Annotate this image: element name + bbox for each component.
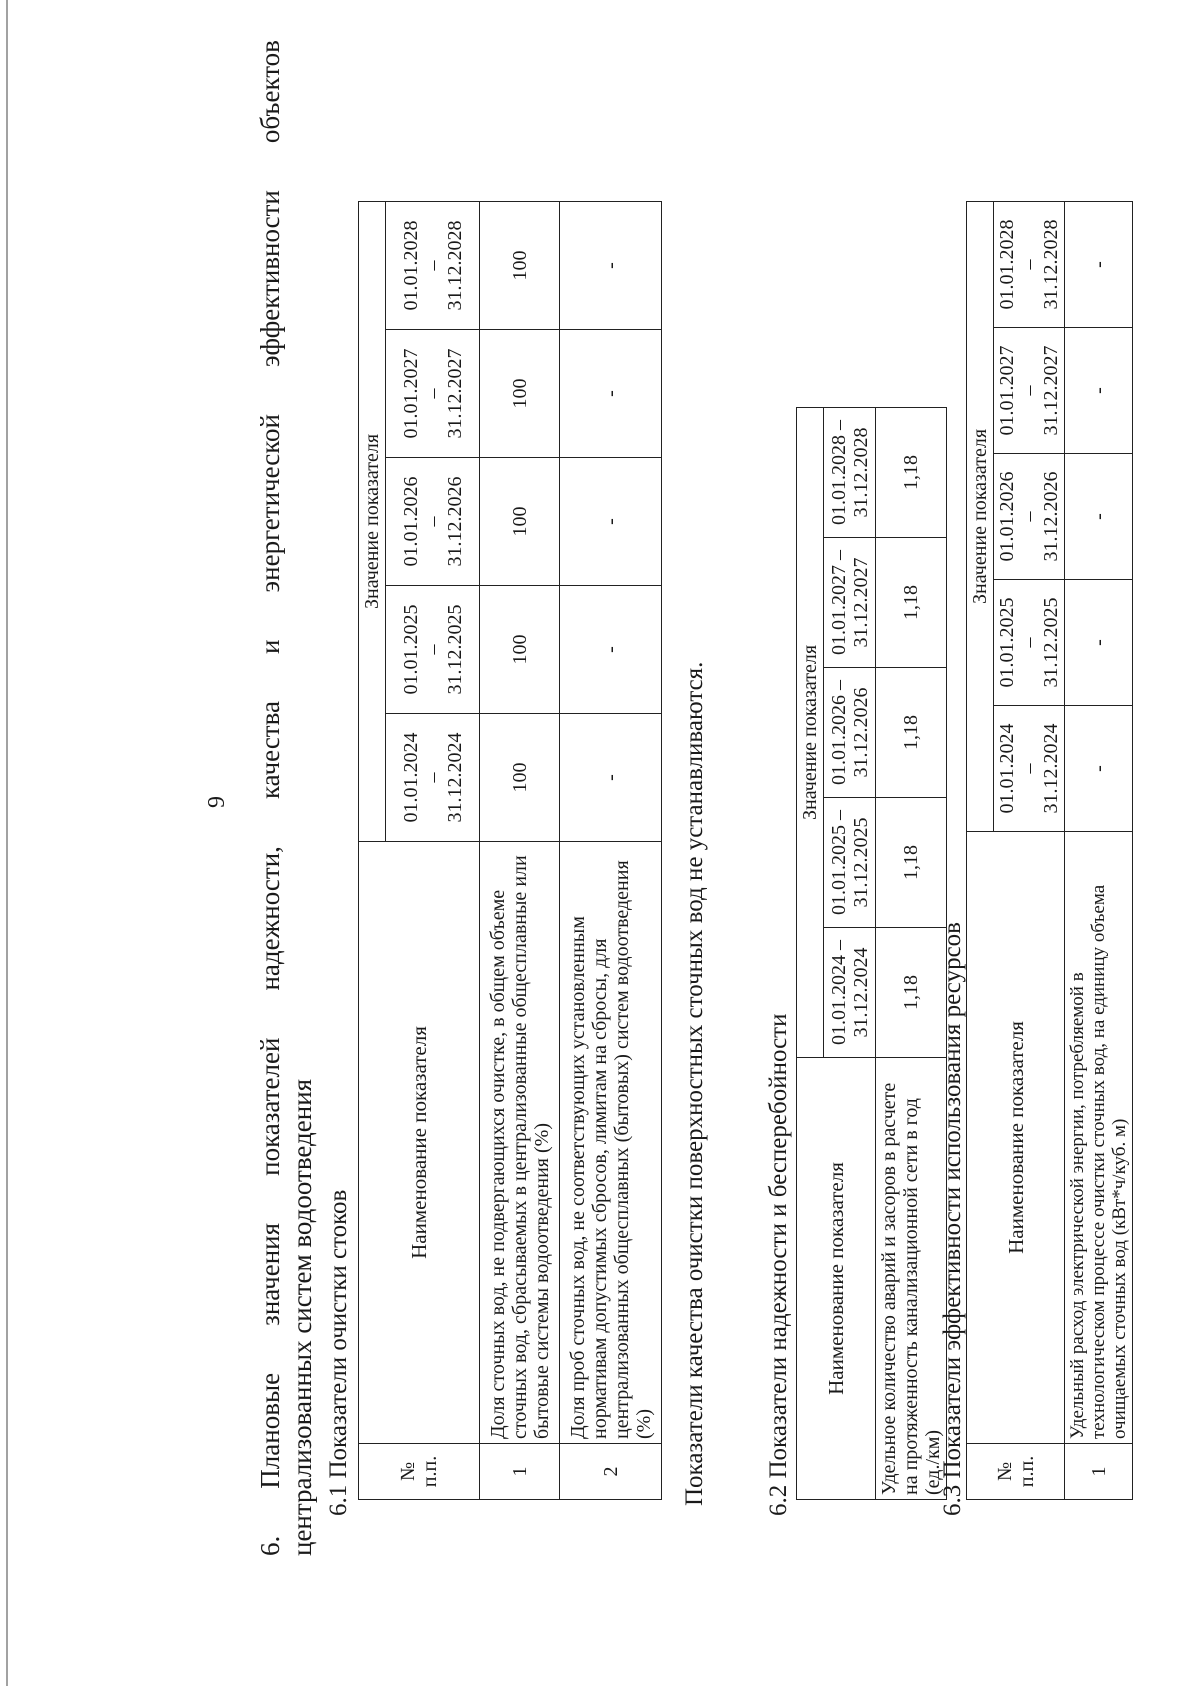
heading-word: объектов — [255, 40, 285, 144]
table-row — [1065, 201, 1133, 1499]
heading-word: показателей — [255, 1037, 285, 1176]
period-header: 01.01.2026 – 31.12.2026 — [386, 458, 480, 586]
row-num: 1 — [1065, 1444, 1133, 1500]
header-name: Наименование показателя — [359, 842, 480, 1444]
section-heading — [254, 40, 318, 1556]
table-row — [876, 407, 947, 1499]
header-num: № п.п. — [359, 1444, 480, 1500]
period-header: 01.01.2027 – 31.12.2027 — [824, 538, 876, 668]
heading-word: энергетической — [255, 414, 285, 593]
heading-word: 6. — [255, 1535, 285, 1556]
section-6-3-title: 6.3 Показатели эффективности использования ресурсов — [939, 922, 966, 1516]
section-6-2-title: 6.2 Показатели надежности и бесперебойности — [765, 1013, 792, 1516]
period-header: 01.01.2028 – 31.12.2028 — [386, 201, 480, 329]
heading-word: качества — [255, 701, 285, 800]
period-header: 01.01.2025 – 31.12.2025 — [994, 580, 1065, 706]
heading-word: Плановые — [255, 1372, 285, 1489]
header-num: № п.п. — [967, 1444, 1065, 1500]
heading-word: эффективности — [255, 190, 285, 367]
period-header: 01.01.2024 – 31.12.2024 — [994, 706, 1065, 832]
table-row — [560, 201, 662, 1499]
heading-word: значения — [255, 1222, 285, 1326]
header-name: Наименование показателя — [797, 1058, 876, 1500]
row-value: 100 — [480, 714, 560, 842]
header-value: Значение показателя — [797, 407, 824, 1057]
period-header: 01.01.2028 – 31.12.2028 — [994, 201, 1065, 327]
row-name: Удельное количество аварий и засоров в расчете на протяженность канализационной сети в год (ед./км) — [876, 1058, 947, 1500]
row-value: - — [560, 586, 662, 714]
table-row — [480, 201, 560, 1499]
row-value: - — [1065, 580, 1133, 706]
row-value: 1,18 — [876, 407, 947, 537]
row-value: 1,18 — [876, 798, 947, 928]
heading-line-1 — [254, 40, 286, 1556]
row-value: 1,18 — [876, 668, 947, 798]
header-value: Значение показателя — [359, 201, 386, 841]
row-name: Удельный расход электрической энергии, потребляемой в технологическом процессе очистки сточных вод, на единицу объема очищаемых сточных вод (кВт*ч/куб. м) — [1065, 832, 1133, 1444]
row-value: 100 — [480, 458, 560, 586]
period-header: 01.01.2026 – 31.12.2026 — [994, 454, 1065, 580]
row-value: 100 — [480, 330, 560, 458]
row-value: - — [1065, 201, 1133, 327]
period-header: 01.01.2024 – 31.12.2024 — [824, 928, 876, 1058]
page-number: 9 — [204, 796, 230, 808]
row-value: - — [560, 330, 662, 458]
row-value: 100 — [480, 586, 560, 714]
heading-word: надежности, — [255, 846, 285, 991]
row-value: - — [1065, 454, 1133, 580]
period-header: 01.01.2027 – 31.12.2027 — [994, 328, 1065, 454]
period-header: 01.01.2026 – 31.12.2026 — [824, 668, 876, 798]
row-value: - — [1065, 706, 1133, 832]
row-value: 100 — [480, 201, 560, 329]
row-value: 1,18 — [876, 538, 947, 668]
row-num: 1 — [480, 1444, 560, 1500]
heading-word: и — [255, 639, 285, 654]
header-name: Наименование показателя — [967, 832, 1065, 1444]
heading-line-2: централизованных систем водоотведения — [287, 1078, 317, 1556]
table-6-2 — [796, 407, 947, 1500]
scan-edge — [6, 0, 8, 1686]
table-6-3 — [966, 201, 1133, 1500]
surface-water-note: Показатели качества очистки поверхностных сточных вод не устанавливаются. — [681, 661, 708, 1506]
period-header: 01.01.2027 – 31.12.2027 — [386, 330, 480, 458]
period-header: 01.01.2024 – 31.12.2024 — [386, 714, 480, 842]
row-name: Доля сточных вод, не подвергающихся очистке, в общем объеме сточных вод, сбрасываемых в централизованные общесплавные или бытовые системы водоотведения (%) — [480, 842, 560, 1444]
table-6-1 — [358, 201, 662, 1500]
row-value: - — [560, 714, 662, 842]
rotated-page — [198, 40, 1130, 1556]
row-value: 1,18 — [876, 928, 947, 1058]
row-value: - — [1065, 328, 1133, 454]
row-name: Доля проб сточных вод, не соответствующих установленным нормативам допустимых сбросов, лимитам на сбросы, для централизованных общесплавных (бытовых) систем водоотведения (%) — [560, 842, 662, 1444]
row-value: - — [560, 201, 662, 329]
header-value: Значение показателя — [967, 201, 994, 831]
period-header: 01.01.2025 – 31.12.2025 — [386, 586, 480, 714]
row-value: - — [560, 458, 662, 586]
period-header: 01.01.2025 – 31.12.2025 — [824, 798, 876, 928]
row-num: 2 — [560, 1444, 662, 1500]
section-6-1-title: 6.1 Показатели очистки стоков — [325, 1189, 352, 1516]
period-header: 01.01.2028 – 31.12.2028 — [824, 407, 876, 537]
